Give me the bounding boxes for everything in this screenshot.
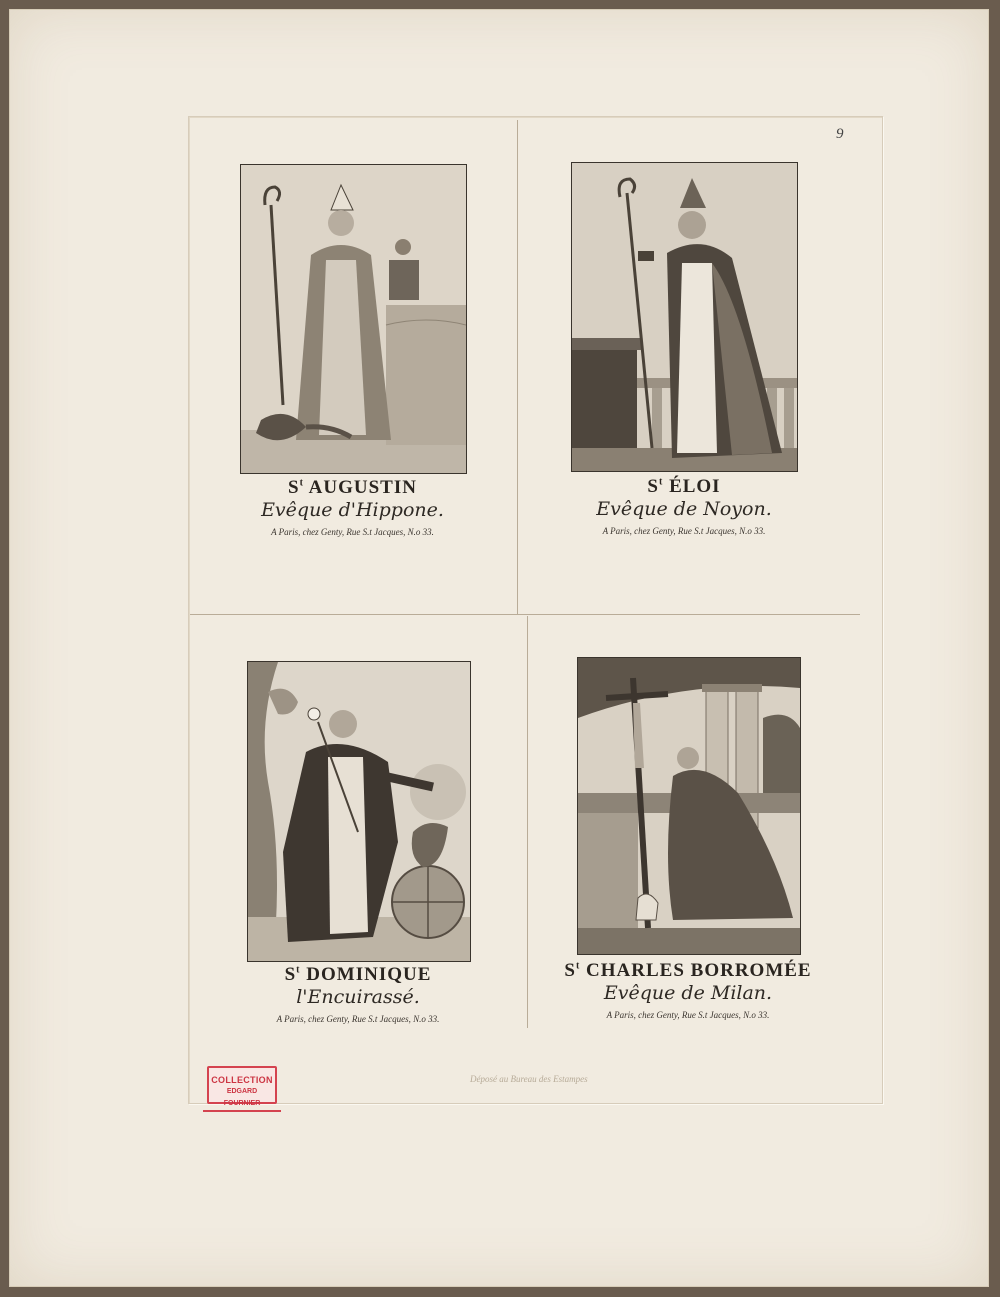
saint-title: l'Encuirassé. [296, 986, 420, 1008]
caption-augustin [230, 477, 475, 537]
saint-title: Evêque d'Hippone. [261, 499, 444, 521]
page-number: 9 [836, 126, 844, 142]
monk-with-dog-and-globe-icon [248, 662, 470, 961]
caption-charles-borromee [562, 960, 814, 1020]
divider-horizontal [190, 614, 860, 615]
publisher-line: A Paris, chez Genty, Rue S.t Jacques, N.o 33. [606, 1010, 770, 1020]
saint-name: $S^t$ AUGUSTIN [288, 477, 417, 498]
imprint-line: Déposé au Bureau des Estampes [470, 1074, 588, 1084]
saint-name: $S^t$ DOMINIQUE [284, 964, 432, 985]
stamp-line-1: COLLECTION [211, 1075, 273, 1085]
publisher-line: A Paris, chez Genty, Rue S.t Jacques, N.o 33. [271, 527, 434, 537]
engraving-dominique [247, 661, 471, 962]
publisher-line: A Paris, chez Genty, Rue S.t Jacques, N.o 33. [602, 526, 766, 536]
stamp-box [207, 1066, 277, 1107]
saint-name: $S^t$ ÉLOI [647, 476, 721, 497]
bishop-with-crown-icon [572, 163, 797, 471]
caption-eloi [560, 476, 808, 536]
bishop-with-dragon-icon [241, 165, 466, 473]
saint-title: Evêque de Milan. [603, 982, 773, 1004]
caption-dominique [232, 964, 484, 1024]
divider-vertical-bottom [527, 616, 528, 1028]
stamp-line-2: EDGARD FOURNIER [223, 1088, 261, 1107]
saint-name: $S^t$ CHARLES BORROMÉE [564, 960, 812, 981]
engraving-eloi [571, 162, 798, 472]
engraving-charles-borromee [577, 657, 801, 955]
divider-vertical-top [517, 120, 518, 615]
kneeling-saint-with-crucifix-icon [578, 658, 800, 954]
saint-title: Evêque de Noyon. [596, 498, 772, 520]
engraving-augustin [240, 164, 467, 474]
publisher-line: A Paris, chez Genty, Rue S.t Jacques, N.o 33. [276, 1014, 440, 1024]
collection-stamp [203, 1066, 281, 1112]
print-sheet [10, 10, 988, 1286]
